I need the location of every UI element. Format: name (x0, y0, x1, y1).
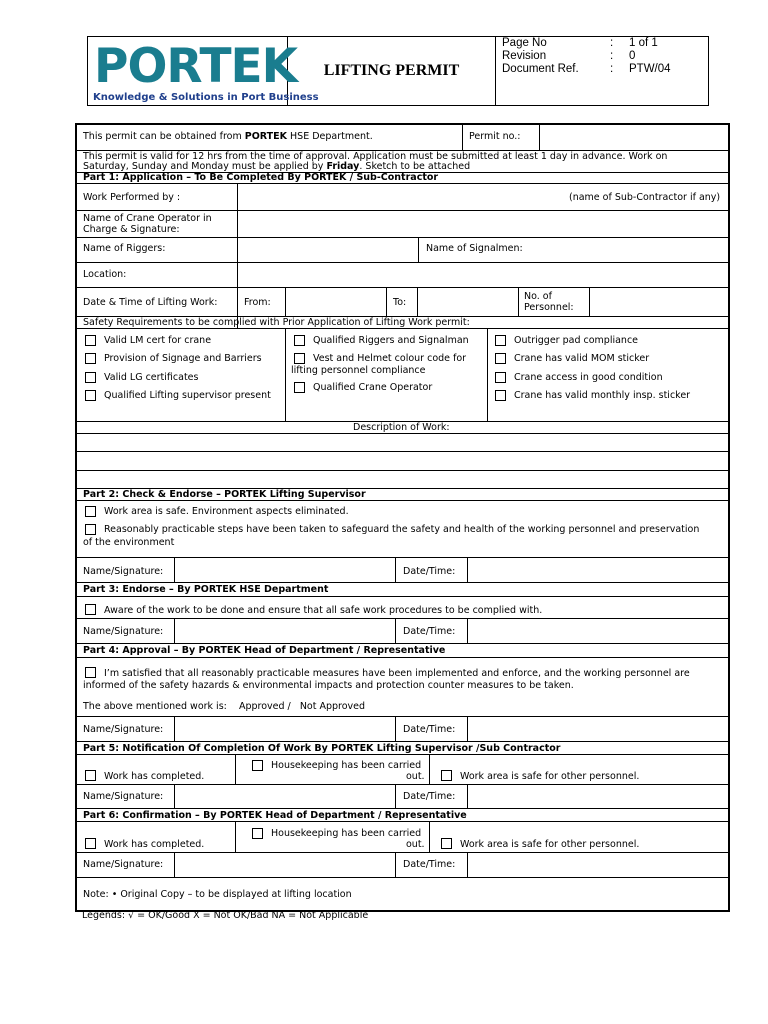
personnel-field[interactable] (590, 288, 728, 316)
personnel-label-1: No. of (524, 291, 552, 302)
permit-no-field[interactable] (540, 125, 728, 150)
meta-values (629, 37, 671, 76)
meta-label-revision: Revision (502, 50, 547, 62)
part6-item: Work area is safe for other personnel. (460, 839, 640, 850)
meta-labels (502, 37, 579, 76)
meta-separators (610, 37, 613, 76)
logo-wordmark: PORTEK (94, 39, 298, 94)
riggers-label: Name of Riggers: (83, 243, 166, 254)
crane-operator-label-2: Charge & Signature: (83, 224, 180, 235)
part5-item: out. (406, 771, 425, 782)
signalmen-label: Name of Signalmen: (426, 243, 523, 254)
not-approved-option[interactable]: Not Approved (299, 701, 366, 712)
meta-sep: : (610, 37, 614, 49)
location-field[interactable] (238, 263, 728, 288)
document-title: LIFTING PERMIT (288, 37, 496, 105)
work-performed-label: Work Performed by : (83, 192, 181, 203)
obtain-text: This permit can be obtained from PORTEK HSE Department. (83, 131, 373, 142)
safety-item: Crane has valid monthly insp. sticker (514, 390, 691, 401)
part5-signature-field[interactable] (175, 785, 395, 807)
part4-heading: Part 4: Approval – By PORTEK Head of Department / Representative (83, 645, 446, 656)
checkbox-area-safe-personnel[interactable] (441, 770, 452, 781)
checkbox-aware-work[interactable] (85, 604, 96, 615)
checkbox-crane-access[interactable] (495, 372, 506, 383)
checkbox-area-safe[interactable] (85, 506, 96, 517)
legend-text: Legends: √ = OK/Good X = Not OK/Bad NA = Not Applicable (82, 910, 369, 921)
description-field[interactable] (77, 434, 728, 490)
part5-item: Housekeeping has been carried (271, 760, 422, 771)
location-label: Location: (83, 269, 127, 280)
meta-value-revision: 0 (629, 50, 636, 62)
approval-line: The above mentioned work is: Approved / Not Approved (83, 701, 366, 712)
subcontractor-note: (name of Sub-Contractor if any) (569, 192, 721, 203)
part6-heading: Part 6: Confirmation – By PORTEK Head of Department / Representative (83, 810, 467, 821)
part3-datetime-field[interactable] (468, 619, 728, 643)
checkbox-signage[interactable] (85, 353, 96, 364)
from-label: From: (244, 297, 271, 308)
part2-item: of the environment (83, 537, 175, 548)
document-header (87, 36, 709, 106)
to-label: To: (393, 297, 407, 308)
meta-sep: : (610, 63, 614, 75)
part3-signature-field[interactable] (175, 619, 395, 643)
date-time-label: Date/Time: (403, 791, 456, 802)
safety-item: lifting personnel compliance (291, 365, 426, 376)
part1-heading: Part 1: Application – To Be Completed By PORTEK / Sub-Contractor (83, 172, 439, 183)
meta-sep: : (610, 50, 614, 62)
name-signature-label: Name/Signature: (83, 566, 164, 577)
checkbox-area-safe-confirm[interactable] (441, 838, 452, 849)
logo-tagline: Knowledge & Solutions in Port Business (93, 92, 319, 103)
checkbox-lifting-supervisor[interactable] (85, 390, 96, 401)
checkbox-crane-operator[interactable] (294, 382, 305, 393)
part6-item: out. (406, 839, 425, 850)
permit-no-label: Permit no.: (469, 131, 521, 142)
date-time-label: Date/Time: (403, 859, 456, 870)
signalmen-field[interactable] (527, 238, 727, 263)
description-label: Description of Work: (353, 422, 450, 433)
name-signature-label: Name/Signature: (83, 724, 164, 735)
safety-item: Valid LG certificates (104, 372, 199, 383)
name-signature-label: Name/Signature: (83, 859, 164, 870)
checkbox-lm-cert[interactable] (85, 335, 96, 346)
checkbox-housekeeping-confirm[interactable] (252, 828, 263, 839)
safety-item: Crane access in good condition (514, 372, 663, 383)
safety-item: Qualified Lifting supervisor present (104, 390, 271, 401)
part6-item: Work has completed. (104, 839, 205, 850)
part6-datetime-field[interactable] (468, 853, 728, 877)
part5-datetime-field[interactable] (468, 785, 728, 807)
company-logo (88, 37, 319, 105)
checkbox-mom-sticker[interactable] (495, 353, 506, 364)
checkbox-outrigger[interactable] (495, 335, 506, 346)
to-field[interactable] (418, 288, 518, 316)
checkbox-vest-helmet[interactable] (294, 353, 305, 364)
part4-datetime-field[interactable] (468, 717, 728, 741)
name-signature-label: Name/Signature: (83, 626, 164, 637)
riggers-field[interactable] (238, 238, 418, 263)
approved-option[interactable]: Approved / (238, 701, 291, 712)
checkbox-riggers-signalman[interactable] (294, 335, 305, 346)
safety-item: Crane has valid MOM sticker (514, 353, 650, 364)
validity-text-2: Saturday, Sunday and Monday must be applied by Friday. Sketch to be attached (83, 161, 471, 172)
safety-item: Vest and Helmet colour code for (313, 353, 467, 364)
date-time-label: Date/Time: (403, 724, 456, 735)
part3-heading: Part 3: Endorse – By PORTEK HSE Department (83, 584, 329, 595)
checkbox-monthly-sticker[interactable] (495, 390, 506, 401)
note-text: Note: • Original Copy – to be displayed at lifting location (83, 889, 352, 900)
crane-operator-field[interactable] (238, 211, 728, 237)
checkbox-practicable-steps[interactable] (85, 524, 96, 535)
part2-heading: Part 2: Check & Endorse – PORTEK Lifting Supervisor (83, 489, 366, 500)
safety-item: Valid LM cert for crane (104, 335, 212, 346)
validity-text-1: This permit is valid for 12 hrs from the time of approval. Application must be submitted at least 1 day in advance. Work on (83, 151, 668, 162)
part3-item: Aware of the work to be done and ensure that all safe work procedures to be complied with. (104, 605, 543, 616)
permit-form (75, 123, 730, 912)
checkbox-lg-cert[interactable] (85, 372, 96, 383)
meta-label-page: Page No (502, 37, 547, 49)
part6-item: Housekeeping has been carried (271, 828, 422, 839)
part2-signature-field[interactable] (175, 558, 395, 582)
part5-item: Work has completed. (104, 771, 205, 782)
lifting-datetime-label: Date & Time of Lifting Work: (83, 297, 218, 308)
part2-datetime-field[interactable] (468, 558, 728, 582)
part5-item: Work area is safe for other personnel. (460, 771, 640, 782)
personnel-label-2: Personnel: (524, 302, 574, 313)
crane-operator-label-1: Name of Crane Operator in (83, 213, 212, 224)
safety-heading: Safety Requirements to be complied with Prior Application of Lifting Work permit: (83, 317, 470, 328)
from-field[interactable] (286, 288, 386, 316)
checkbox-work-completed-confirm[interactable] (85, 838, 96, 849)
part6-signature-field[interactable] (175, 853, 395, 877)
part5-heading: Part 5: Notification Of Completion Of Work By PORTEK Lifting Supervisor /Sub Contractor (83, 743, 561, 754)
checkbox-housekeeping[interactable] (252, 760, 263, 771)
safety-item: Outrigger pad compliance (514, 335, 639, 346)
part2-item: Work area is safe. Environment aspects eliminated. (104, 506, 349, 517)
part4-item: I’m satisfied that all reasonably practicable measures have been implemented and enforce, and the working personnel are (104, 668, 690, 679)
meta-label-docref: Document Ref. (502, 63, 579, 75)
date-time-label: Date/Time: (403, 626, 456, 637)
part4-item: informed of the safety hazards & environmental impacts and protection counter measures to be taken. (83, 680, 574, 691)
work-performed-field[interactable] (238, 183, 568, 211)
safety-item: Provision of Signage and Barriers (104, 353, 262, 364)
meta-value-page: 1 of 1 (629, 37, 658, 49)
date-time-label: Date/Time: (403, 566, 456, 577)
checkbox-satisfied[interactable] (85, 667, 96, 678)
checkbox-work-completed[interactable] (85, 770, 96, 781)
safety-item: Qualified Riggers and Signalman (313, 335, 469, 346)
name-signature-label: Name/Signature: (83, 791, 164, 802)
part4-signature-field[interactable] (175, 717, 395, 741)
meta-value-docref: PTW/04 (629, 63, 671, 75)
safety-item: Qualified Crane Operator (313, 382, 433, 393)
part2-item: Reasonably practicable steps have been taken to safeguard the safety and health of the working personnel and preservation (104, 524, 700, 535)
